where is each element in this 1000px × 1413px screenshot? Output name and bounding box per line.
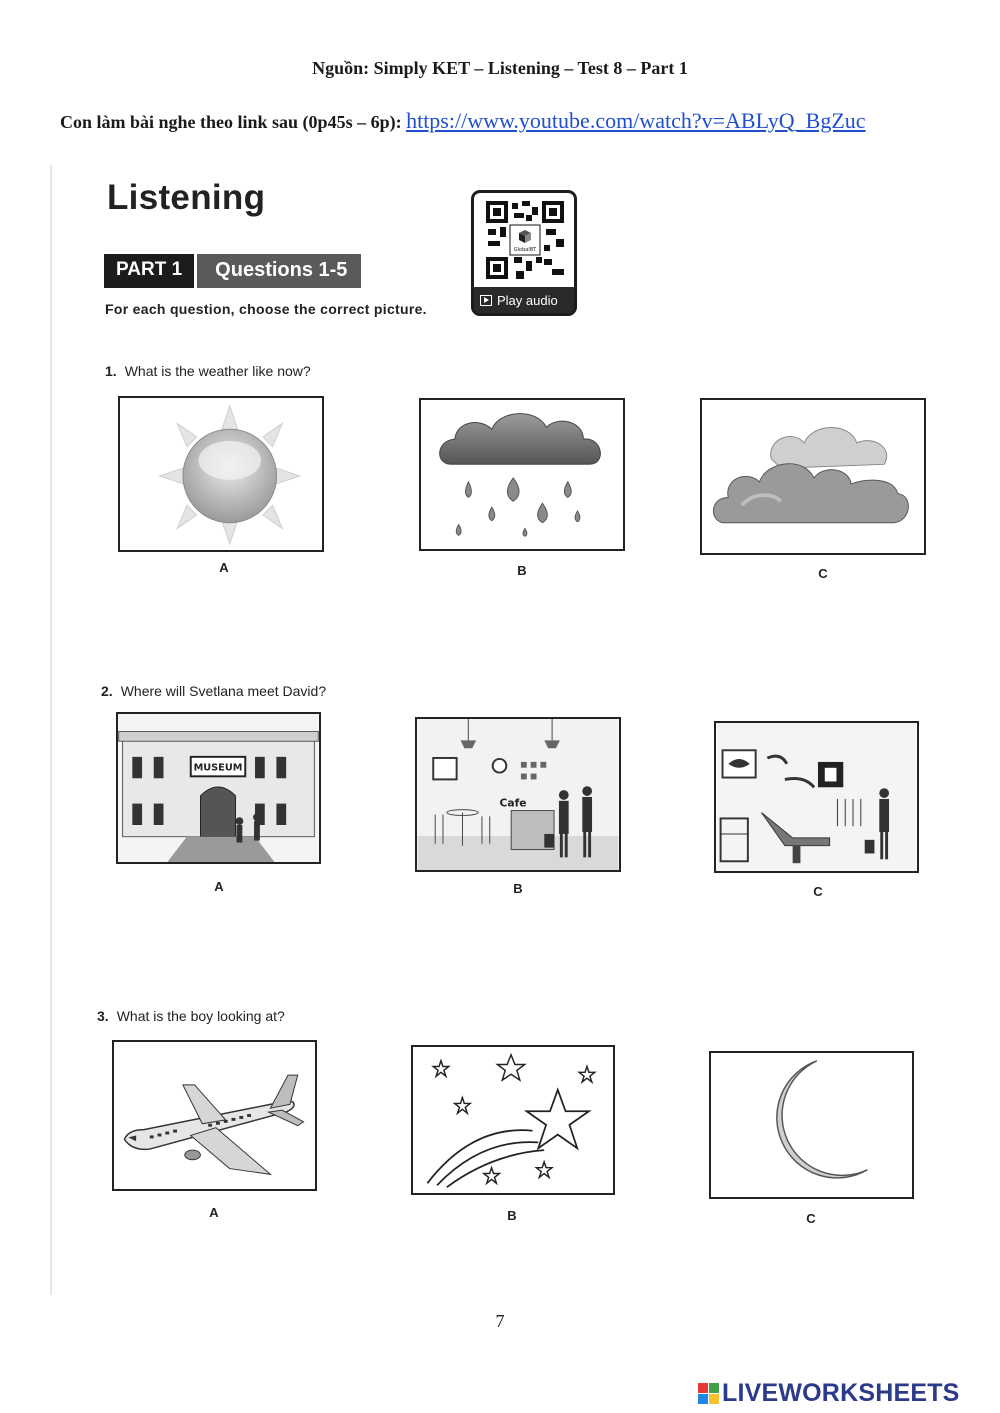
play-icon (480, 295, 492, 306)
q3-label-c: C (806, 1211, 816, 1226)
qr-play-audio[interactable] (471, 190, 577, 316)
crescent-moon-icon (711, 1053, 912, 1197)
museum-sign: MUSEUM (193, 762, 243, 774)
q2-option-b-cafe[interactable] (415, 717, 621, 872)
cafe-sign: Cafe (499, 796, 527, 810)
q3-label-a: A (209, 1205, 219, 1220)
part-header-bar (104, 254, 361, 288)
q3-option-a-airplane[interactable] (112, 1040, 317, 1191)
q1-label-c: C (818, 566, 828, 581)
q2-option-c-dentist[interactable] (714, 721, 919, 873)
part-label: PART 1 (104, 254, 194, 288)
shooting-star-icon (413, 1047, 613, 1193)
question-2 (101, 683, 326, 699)
play-audio-label: Play audio (497, 292, 558, 308)
youtube-link[interactable]: https://www.youtube.com/watch?v=ABLyQ_BgZuc (406, 108, 866, 133)
cafe-scene-icon (417, 719, 619, 870)
qr-code-icon (486, 201, 564, 279)
museum-building-icon (118, 714, 319, 862)
q2-label-b: B (513, 881, 523, 896)
page-number: 7 (495, 1311, 505, 1331)
q2-label-c: C (813, 884, 823, 899)
question-3 (97, 1008, 285, 1024)
dentist-office-icon (716, 723, 917, 871)
question-text: Where will Svetlana meet David? (120, 683, 327, 699)
brand-logo-icon (698, 1383, 719, 1404)
brand-name: LIVEWORKSHEETS (722, 1378, 960, 1407)
part-instruction: For each question, choose the correct picture. (105, 301, 427, 317)
scan-edge (50, 165, 52, 1295)
section-title: Listening (107, 178, 266, 217)
question-text: What is the weather like now? (124, 363, 311, 379)
q1-label-a: A (219, 560, 229, 575)
play-audio-button[interactable] (474, 287, 574, 313)
liveworksheets-brand[interactable] (698, 1378, 960, 1408)
airplane-icon (114, 1042, 315, 1189)
svg-text:GlobalBT: GlobalBT (513, 247, 537, 253)
q3-option-b-shooting-star[interactable] (411, 1045, 615, 1195)
q1-label-b: B (517, 563, 527, 578)
q1-option-c-cloudy[interactable] (700, 398, 926, 555)
q1-option-b-rain[interactable] (419, 398, 625, 551)
question-1 (105, 363, 311, 379)
q3-label-b: B (507, 1208, 517, 1223)
q2-label-a: A (214, 879, 224, 894)
question-text: What is the boy looking at? (116, 1008, 285, 1024)
cloud-icon (702, 400, 924, 553)
rain-cloud-icon (421, 400, 623, 549)
question-number: 3. (97, 1008, 109, 1024)
q3-option-c-moon[interactable] (709, 1051, 914, 1199)
instruction-text: Con làm bài nghe theo link sau (0p45s – 6p): (60, 112, 402, 132)
sun-icon (120, 398, 322, 550)
source-line: Nguồn: Simply KET – Listening – Test 8 – Part 1 (312, 58, 688, 78)
question-number: 1. (105, 363, 117, 379)
q2-option-a-museum[interactable] (116, 712, 321, 864)
listening-instruction (60, 108, 866, 134)
questions-label: Questions 1-5 (197, 254, 361, 288)
question-number: 2. (101, 683, 113, 699)
q1-option-a-sun[interactable] (118, 396, 324, 552)
